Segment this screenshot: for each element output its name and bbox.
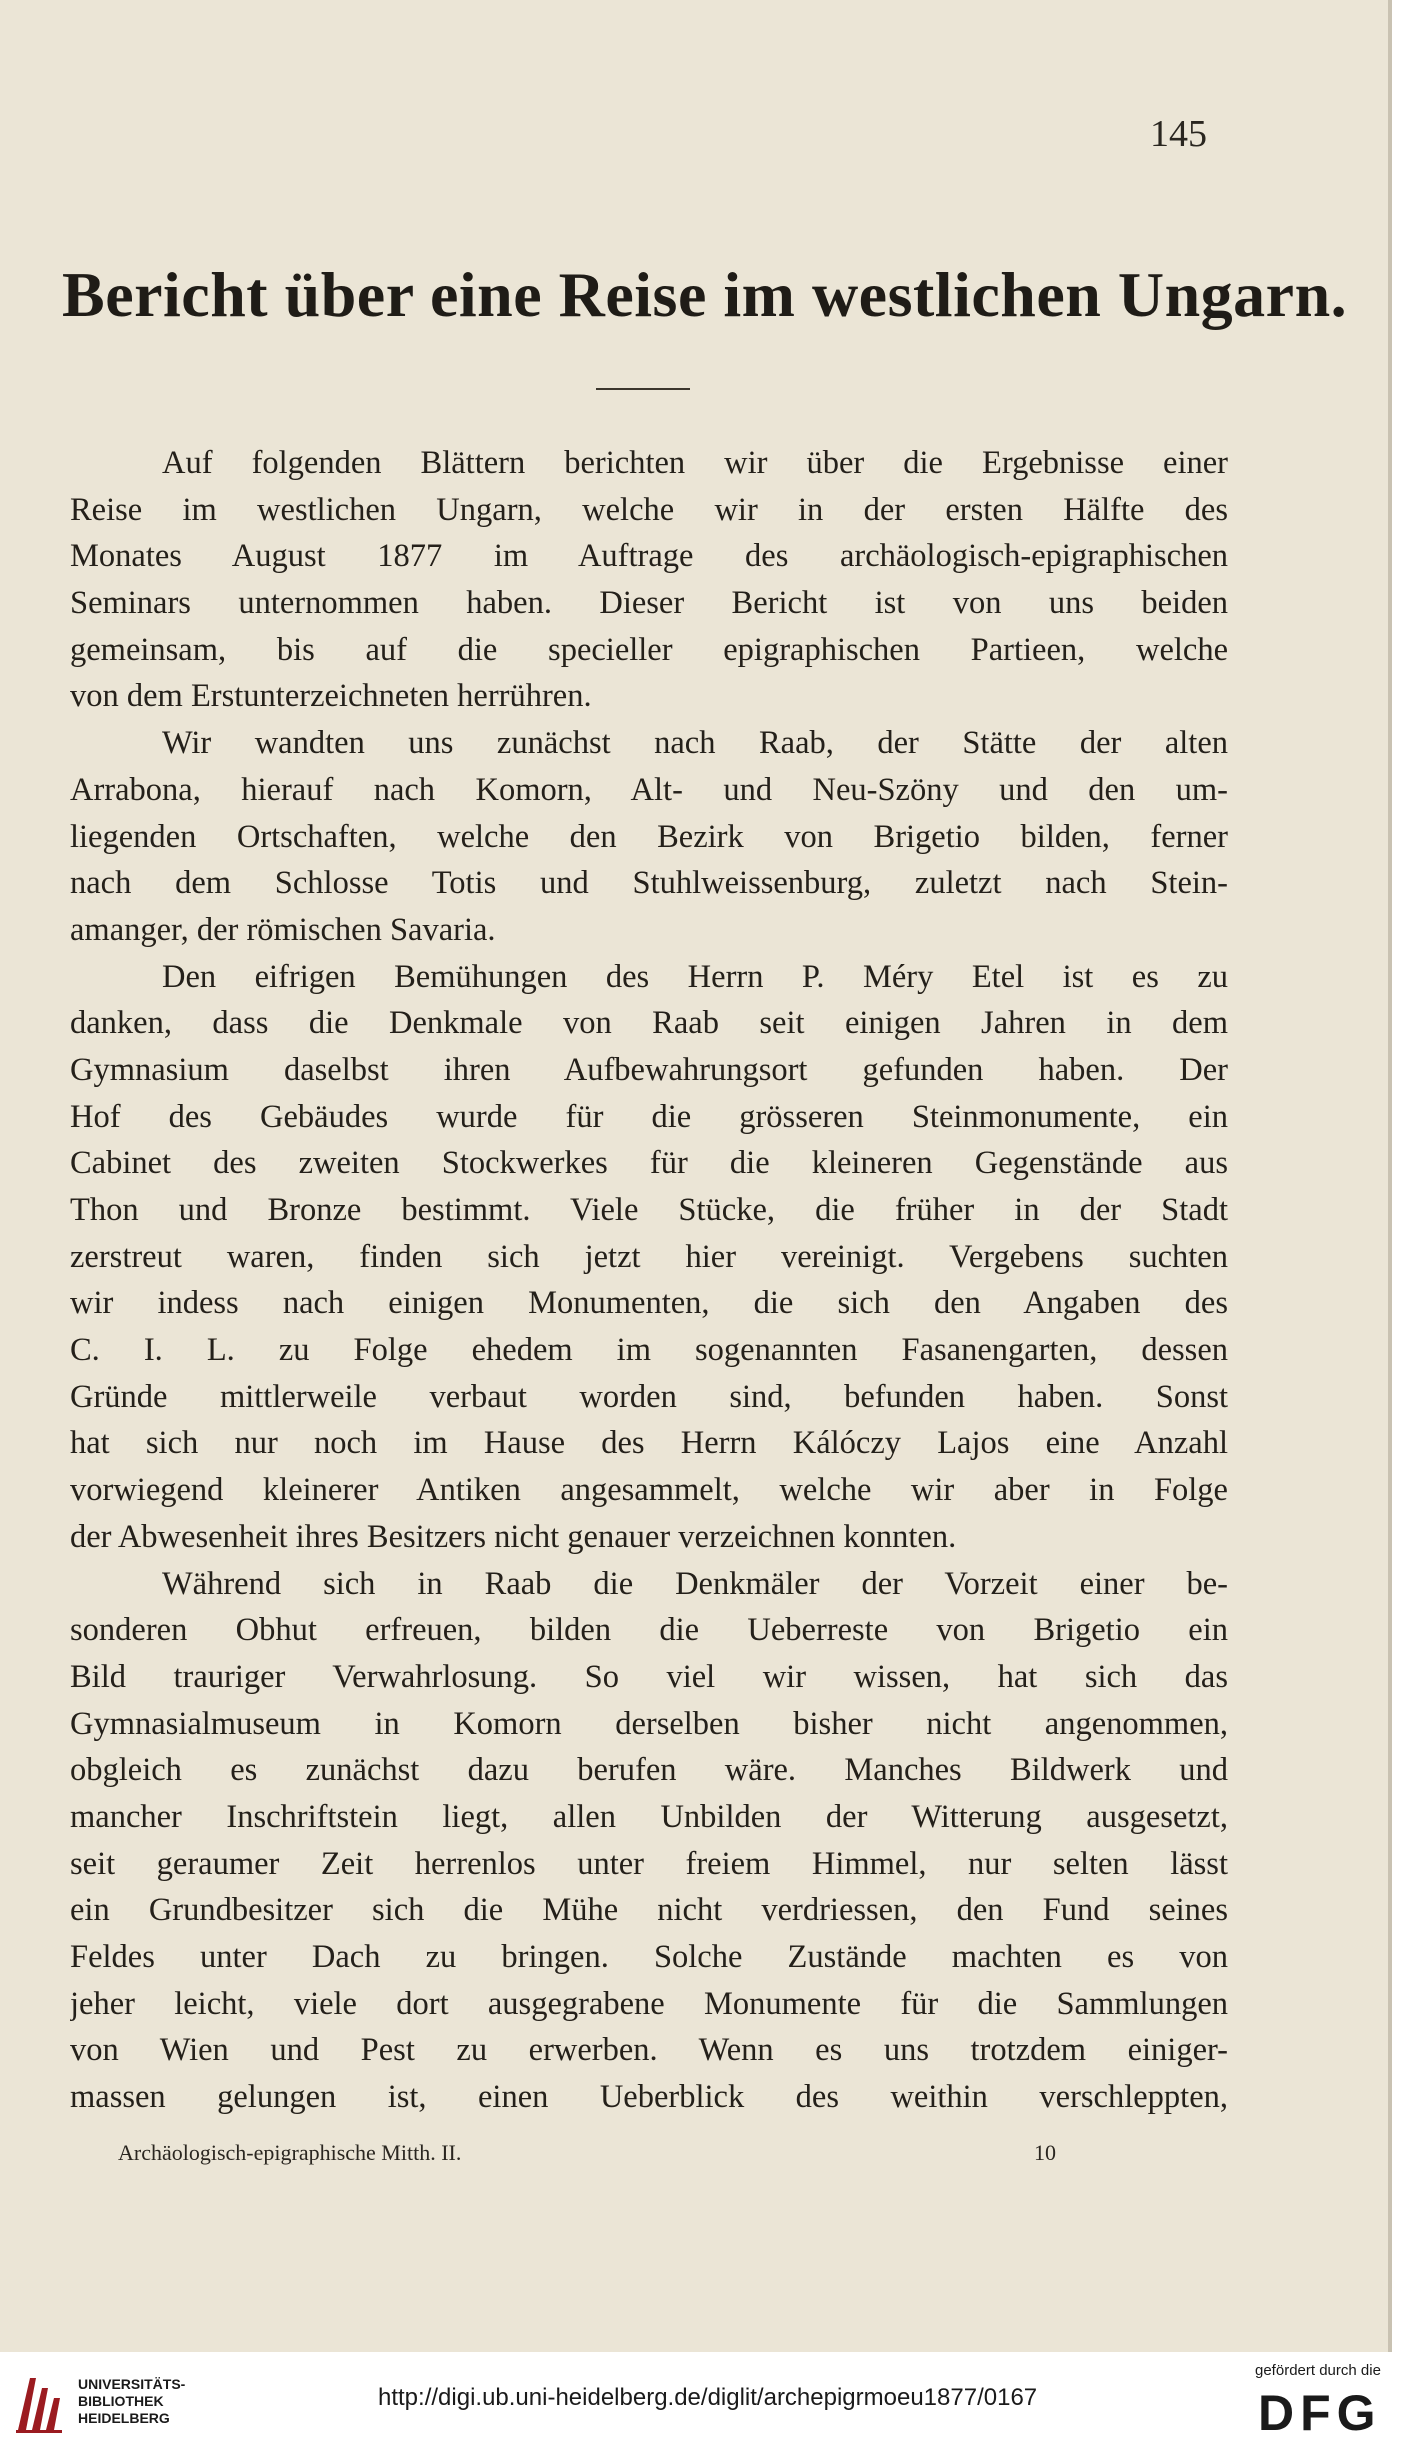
library-name-line: HEIDELBERG (78, 2410, 170, 2426)
text-line: Seminars unternommen haben. Dieser Bericht ist von uns beiden (70, 585, 1228, 622)
text-line: Cabinet des zweiten Stockwerkes für die kleineren Gegenstände aus (70, 1145, 1228, 1182)
text-line: nach dem Schlosse Totis und Stuhlweissenburg, zuletzt nach Stein- (70, 865, 1228, 902)
text-line: Den eifrigen Bemühungen des Herrn P. Méry Etel ist es zu (162, 958, 1228, 995)
text-line: Arrabona, hierauf nach Komorn, Alt- und Neu-Szöny und den um- (70, 771, 1228, 808)
text-line: danken, dass die Denkmale von Raab seit einigen Jahren in dem (70, 1005, 1228, 1042)
text-line: ein Grundbesitzer sich die Mühe nicht verdriessen, den Fund seines (70, 1892, 1228, 1929)
text-line: seit geraumer Zeit herrenlos unter freiem Himmel, nur selten lässt (70, 1845, 1228, 1882)
paragraph (70, 954, 1228, 1561)
text-line: Feldes unter Dach zu bringen. Solche Zustände machten es von (70, 1939, 1228, 1975)
text-line: obgleich es zunächst dazu berufen wäre. Manches Bildwerk und (70, 1752, 1228, 1789)
text-line: Bild trauriger Verwahrlosung. So viel wir wissen, hat sich das (70, 1658, 1228, 1695)
text-line: sonderen Obhut erfreuen, bilden die Ueberreste von Brigetio ein (70, 1612, 1228, 1649)
text-line: vorwiegend kleinerer Antiken angesammelt, welche wir aber in Folge (70, 1472, 1228, 1509)
text-line: Thon und Bronze bestimmt. Viele Stücke, die früher in der Stadt (70, 1192, 1228, 1228)
text-line: Während sich in Raab die Denkmäler der Vorzeit einer be- (162, 1565, 1228, 1602)
page-title: Bericht über eine Reise im westlichen Ungarn. (62, 259, 1348, 330)
text-line: Wir wandten uns zunächst nach Raab, der Stätte der alten (162, 725, 1228, 762)
footer-signature: Archäologisch-epigraphische Mitth. II. (118, 2140, 462, 2165)
text-line: Hof des Gebäudes wurde für die grösseren Steinmonumente, ein (70, 1098, 1228, 1135)
text-line: C. I. L. zu Folge ehedem im sogenannten Fasanengarten, dessen (70, 1332, 1228, 1369)
permalink-url[interactable]: http://digi.ub.uni-heidelberg.de/diglit/archepigrmoeu1877/0167 (378, 2384, 1038, 2411)
text-line: Gymnasium daselbst ihren Aufbewahrungsort gefunden haben. Der (70, 1051, 1228, 1088)
footer-sheet-number: 10 (1034, 2140, 1056, 2165)
body-text (70, 440, 1228, 2121)
text-line: jeher leicht, viele dort ausgegrabene Monumente für die Sammlungen (70, 1985, 1228, 2022)
text-line: liegenden Ortschaften, welche den Bezirk von Brigetio bilden, ferner (70, 818, 1228, 855)
text-line: wir indess nach einigen Monumenten, die sich den Angaben des (70, 1285, 1228, 1322)
text-line: mancher Inschriftstein liegt, allen Unbilden der Witterung ausgesetzt, (70, 1798, 1228, 1835)
dfg-logo: DFG (1258, 2385, 1382, 2441)
text-line: Reise im westlichen Ungarn, welche wir in der ersten Hälfte des (70, 491, 1228, 528)
text-line: der Abwesenheit ihres Besitzers nicht genauer verzeichnen konnten. (70, 1518, 957, 1555)
text-line: Auf folgenden Blättern berichten wir über die Ergebnisse einer (162, 445, 1228, 481)
funded-by-label: gefördert durch die (1255, 2362, 1381, 2379)
paragraph (70, 720, 1228, 953)
text-line: Gymnasialmuseum in Komorn derselben bisher nicht angenommen, (70, 1705, 1228, 1742)
library-logo-icon (12, 2370, 66, 2440)
paragraph (70, 1561, 1228, 2121)
text-line: von dem Erstunterzeichneten herrühren. (70, 678, 592, 715)
text-line: zerstreut waren, finden sich jetzt hier vereinigt. Vergebens suchten (70, 1238, 1228, 1275)
text-line: gemeinsam, bis auf die specieller epigraphischen Partieen, welche (70, 631, 1228, 668)
paragraph (70, 440, 1228, 720)
text-line: Monates August 1877 im Auftrage des archäologisch-epigraphischen (70, 538, 1228, 575)
title-divider (596, 388, 690, 390)
library-name-line: BIBLIOTHEK (78, 2393, 164, 2409)
text-line: amanger, der römischen Savaria. (70, 911, 496, 948)
page-number: 145 (1150, 113, 1207, 155)
text-line: Gründe mittlerweile verbaut worden sind, befunden haben. Sonst (70, 1378, 1228, 1415)
text-line: von Wien und Pest zu erwerben. Wenn es uns trotzdem einiger- (70, 2032, 1228, 2069)
library-name (78, 2376, 185, 2427)
text-line: massen gelungen ist, einen Ueberblick des weithin verschleppten, (70, 2079, 1228, 2116)
text-line: hat sich nur noch im Hause des Herrn Kálóczy Lajos eine Anzahl (70, 1425, 1228, 1462)
library-name-line: UNIVERSITÄTS- (78, 2376, 186, 2392)
